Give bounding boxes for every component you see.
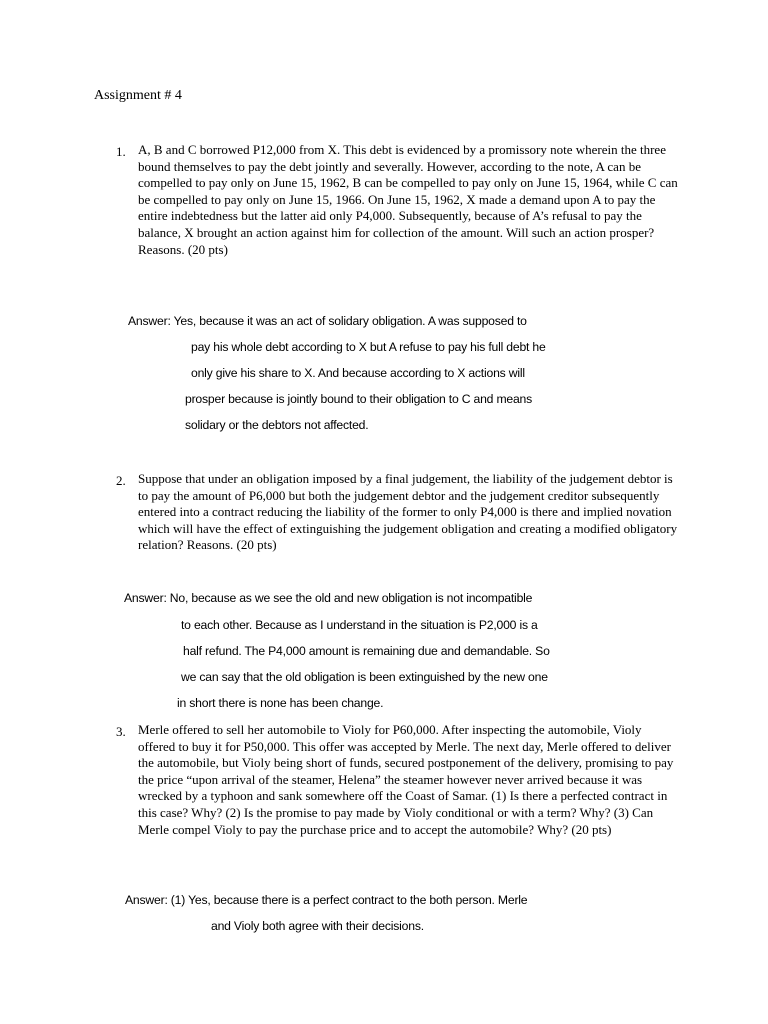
answer-2-line-1: Answer: No, because as we see the old and new obligation is not incompatible: [124, 591, 533, 605]
answer-1-line-1: Answer: Yes, because it was an act of solidary obligation. A was supposed to: [128, 314, 527, 328]
answer-3-line-2: and Violy both agree with their decisions.: [211, 919, 424, 933]
assignment-title: Assignment # 4: [94, 88, 182, 103]
question-1-number: 1.: [116, 144, 126, 159]
answer-3-line-1: Answer: (1) Yes, because there is a perfect contract to the both person. Merle: [125, 893, 528, 907]
answer-1-line-2: pay his whole debt according to X but A refuse to pay his full debt he: [191, 340, 546, 354]
answer-2-line-2: to each other. Because as I understand in the situation is P2,000 is a: [181, 618, 538, 632]
answer-2-line-4: we can say that the old obligation is been extinguished by the new one: [181, 670, 548, 684]
answer-1-line-4: prosper because is jointly bound to their obligation to C and means: [185, 392, 533, 406]
answer-2-line-5: in short there is none has been change.: [177, 696, 384, 710]
answer-2-line-3: half refund. The P4,000 amount is remaining due and demandable. So: [183, 644, 550, 658]
question-2-number: 2.: [116, 473, 126, 488]
answer-1-line-5: solidary or the debtors not affected.: [185, 418, 369, 432]
question-3-number: 3.: [116, 724, 126, 739]
question-2-text: Suppose that under an obligation imposed by a final judgement, the liability of the judgement debtor is to pay the amount of P6,000 but both the judgement debtor and the judgement creditor subsequently entered into a contract reducing the liability of the former to only P4,000 is there and implied novation which will have the effect of extinguishing the judgement obligation and creating a modified obligatory relation? Reasons. (20 pts): [138, 471, 678, 553]
question-3-text: Merle offered to sell her automobile to Violy for P60,000. After inspecting the automobile, Violy offered to buy it for P50,000. This offer was accepted by Merle. The next day, Merle offered to deliver the automobile, but Violy being short of funds, secured postponement of the delivery, promising to pay the price “upon arrival of the steamer, Helena” the steamer however never arrived because it was wrecked by a typhoon and sank somewhere off the Coast of Samar. (1) Is there a perfected contract in this case? Why? (2) Is the promise to pay made by Violy conditional or with a term? Why? (3) Can Merle compel Violy to pay the purchase price and to accept the automobile? Why? (20 pts): [138, 722, 674, 837]
answer-1-line-3: only give his share to X. And because according to X actions will: [191, 366, 525, 380]
question-1-text: A, B and C borrowed P12,000 from X. This debt is evidenced by a promissory note wherein the three bound themselves to pay the debt jointly and severally. However, according to the note, A can be compelled to pay only on June 15, 1962, B can be compelled to pay only on June 15, 1964, while C can be compelled to pay only on June 15, 1966. On June 15, 1962, X made a demand upon A to pay the entire indebtedness but the latter aid only P4,000. Subsequently, because of A’s refusal to pay the balance, X brought an action against him for collection of the amount. Will such an action prosper? Reasons. (20 pts): [138, 142, 678, 257]
